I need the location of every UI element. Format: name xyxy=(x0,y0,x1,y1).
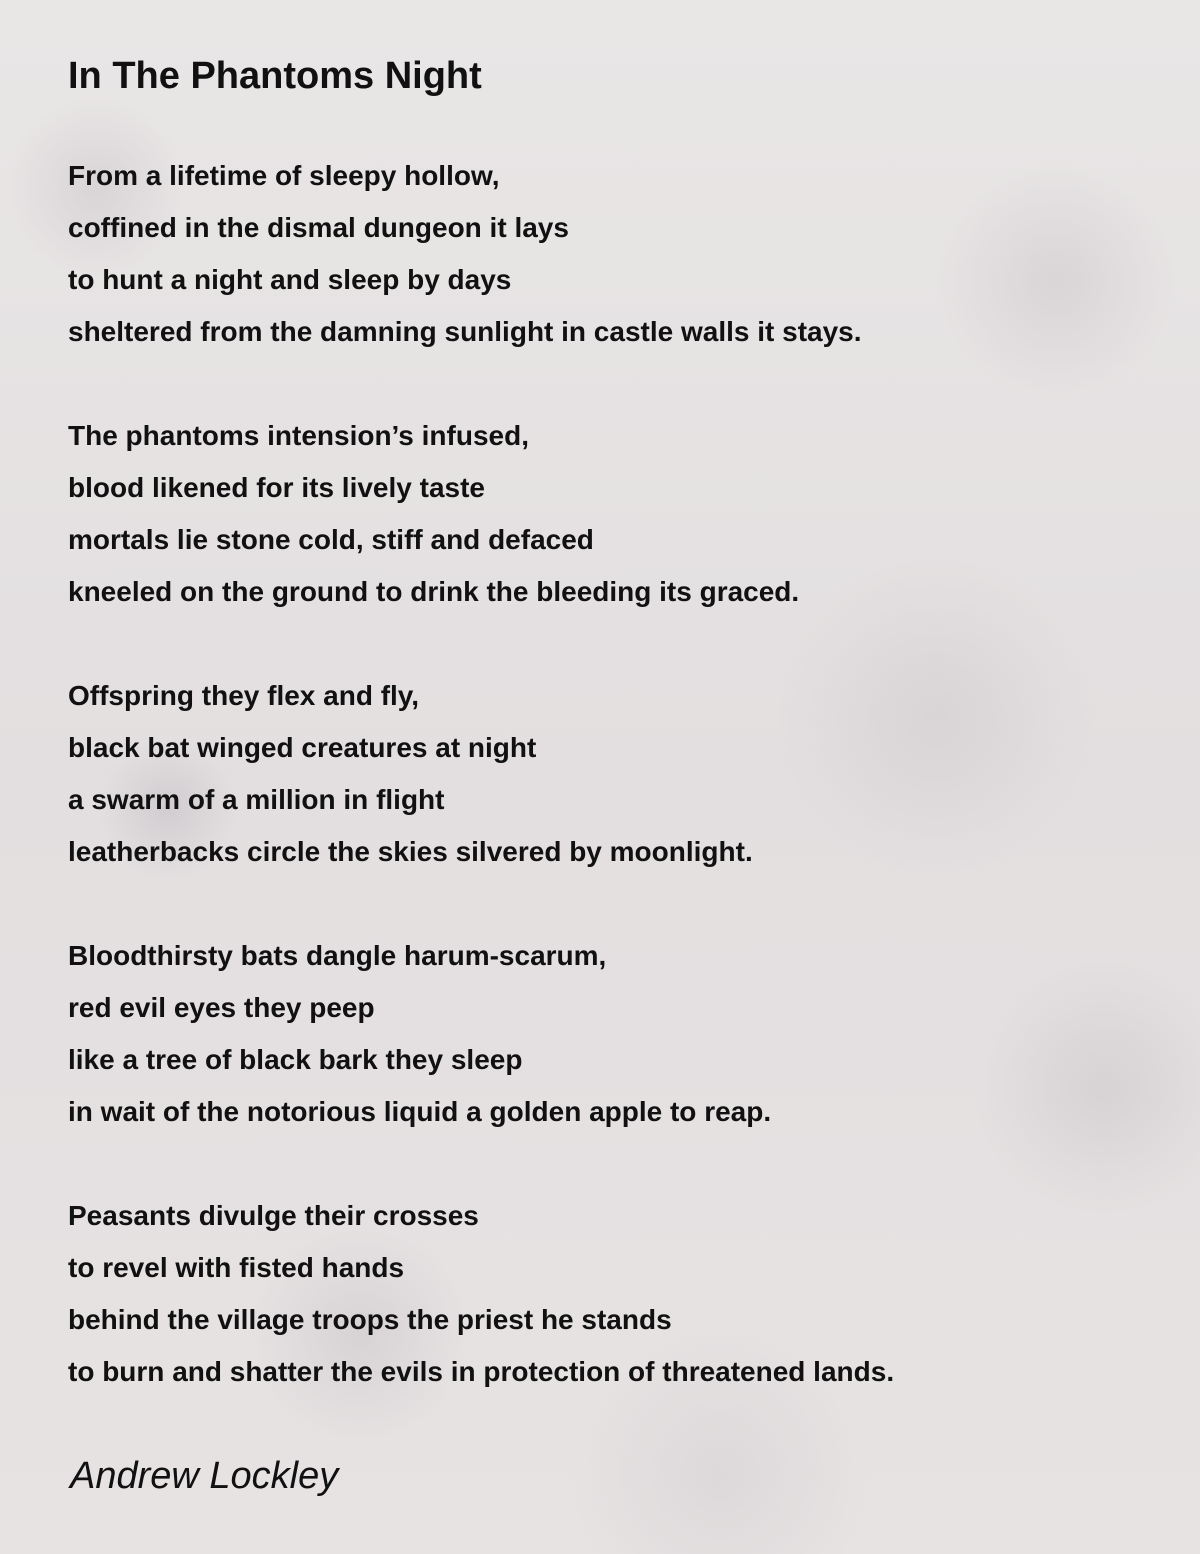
poem-line: red evil eyes they peep xyxy=(68,992,375,1023)
poem-line: to revel with fisted hands xyxy=(68,1252,405,1283)
poem-line: sheltered from the damning sunlight in castle walls it stays. xyxy=(68,316,862,347)
poem-line: blood likened for its lively taste xyxy=(68,472,485,503)
poem-line: leatherbacks circle the skies silvered by moonlight. xyxy=(68,836,753,867)
poem-line: mortals lie stone cold, stiff and defaced xyxy=(68,524,594,555)
poem-line: kneeled on the ground to drink the bleeding its graced. xyxy=(68,576,800,607)
poem-author: Andrew Lockley xyxy=(70,1455,339,1497)
poem-line: The phantoms intension’s infused, xyxy=(68,420,529,451)
poem-line: in wait of the notorious liquid a golden apple to reap. xyxy=(68,1096,772,1127)
poem-line: coffined in the dismal dungeon it lays xyxy=(68,212,569,243)
stanza-1 xyxy=(68,150,1168,358)
poem-line: a swarm of a million in flight xyxy=(68,784,445,815)
poem-line: to burn and shatter the evils in protection of threatened lands. xyxy=(68,1356,895,1387)
poem-line: From a lifetime of sleepy hollow, xyxy=(68,160,500,191)
poem-line: black bat winged creatures at night xyxy=(68,732,537,763)
poem-line: like a tree of black bark they sleep xyxy=(68,1044,523,1075)
stanza-4 xyxy=(68,930,1168,1138)
poem-body xyxy=(68,150,1168,1450)
poem-line: Bloodthirsty bats dangle harum-scarum, xyxy=(68,940,607,971)
poem-line: Peasants divulge their crosses xyxy=(68,1200,479,1231)
poem-title: In The Phantoms Night xyxy=(68,55,482,97)
poem-line: behind the village troops the priest he stands xyxy=(68,1304,672,1335)
poem-line: to hunt a night and sleep by days xyxy=(68,264,512,295)
stanza-5 xyxy=(68,1190,1168,1398)
poem-line: Offspring they flex and fly, xyxy=(68,680,420,711)
stanza-3 xyxy=(68,670,1168,878)
stanza-2 xyxy=(68,410,1168,618)
